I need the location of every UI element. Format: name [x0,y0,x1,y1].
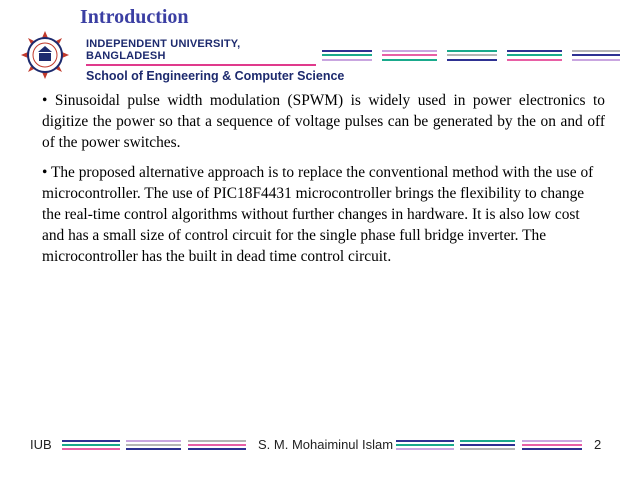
footer-decorative-bars-right [396,440,584,452]
footer-left-label: IUB [30,437,52,452]
footer-decorative-bars-left [62,440,247,452]
slide-body [42,90,605,276]
page-number: 2 [594,437,602,452]
university-logo [20,30,70,80]
footer-author: S. M. Mohaiminul Islam [258,437,394,452]
university-name: INDEPENDENT UNIVERSITY, BANGLADESH [86,38,316,66]
header-decorative-bars [322,50,622,64]
paragraph-approach: • The proposed alternative approach is to replace the conventional method with the use of microcontroller. The use of PIC18F4431 microcontroller brings the flexibility to change the real-time control algorithms without further changes in hardware. It is also low cost and has a small size of control circuit for the single phase full bridge inverter. The microcontroller has the built in dead time control circuit. [42,164,594,265]
slide-title: Introduction [80,6,189,28]
university-banner [86,38,344,83]
school-name: School of Engineering & Computer Science [86,69,345,83]
paragraph-spwm: • Sinusoidal pulse width modulation (SPWM) is widely used in power electronics to digitize the power so that a sequence of voltage pulses can be generated by the on and off of the power switches. [42,92,605,151]
